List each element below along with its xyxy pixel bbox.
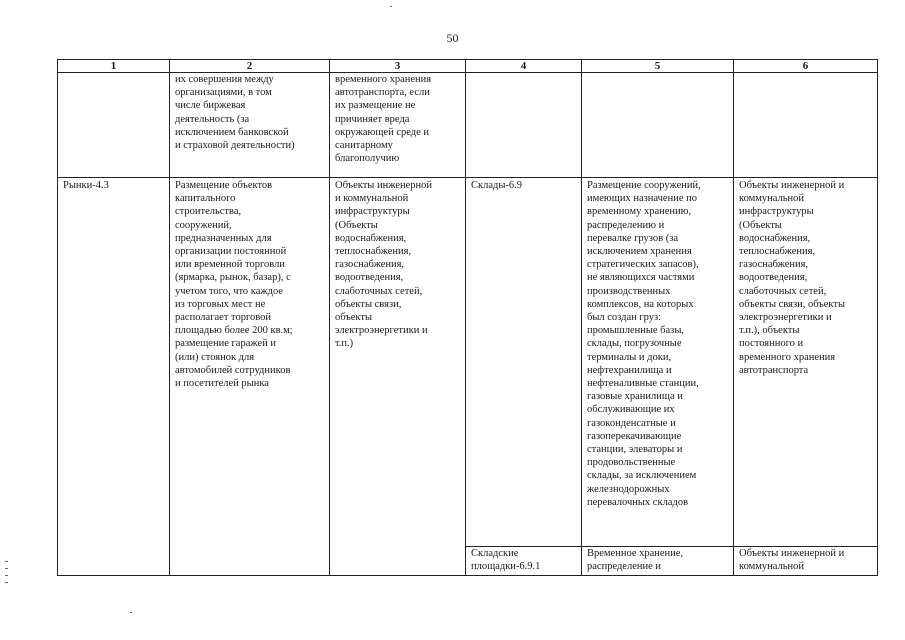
table-cell: временного хранения автотранспорта, если их размещение не причиняет вреда окружающей среде и санитарному благополучию [330,73,466,178]
column-header: 2 [170,60,330,73]
table-cell [582,73,734,178]
column-header: 6 [734,60,878,73]
table-row [58,178,878,547]
page-number: 50 [446,31,459,45]
scan-margin-mark [5,568,8,569]
column-header: 1 [58,60,170,73]
table-cell [734,73,878,178]
land-use-table [57,59,878,576]
scan-margin-mark [5,561,8,562]
scan-speck [390,6,392,7]
table-row [58,73,878,178]
scan-margin-mark [5,582,8,583]
scan-speck [130,612,132,613]
table-cell: Складские площадки-6.9.1 [466,547,582,576]
column-header: 5 [582,60,734,73]
scan-margin-mark [5,575,8,576]
table-header-row [58,60,878,73]
table-cell: Временное хранение, распределение и [582,547,734,576]
table-cell: Размещение сооружений, имеющих назначение по временному хранению, распределению и перевалке грузов (за исключением хранения стратегических запасов), не являющихся частями производственных комплексов, на которых был создан груз: промышленные базы, склады, погрузочные терминалы и доки, нефтехранилища и нефтеналивные станции, газовые хранилища и обслуживающие их газоконденсатные и газоперекачивающие станции, элеваторы и продовольственные склады, за исключением железнодорожных перевалочных складов [582,178,734,547]
table-cell [466,73,582,178]
table-cell: их совершения между организациями, в том числе биржевая деятельность (за исключением банковской и страховой деятельности) [170,73,330,178]
table-cell: Рынки-4.3 [58,178,170,576]
table-cell [58,73,170,178]
table-cell: Склады-6.9 [466,178,582,547]
table-cell: Размещение объектов капитального строительства, сооружений, предназначенных для организации постоянной или временной торговли (ярмарка, рынок, базар), с учетом того, что каждое из торговых мест не располагает торговой площадью более 200 кв.м; размещение гаражей и (или) стоянок для автомобилей сотрудников и посетителей рынка [170,178,330,576]
column-header: 3 [330,60,466,73]
table-cell: Объекты инженерной и коммунальной инфраструктуры (Объекты водоснабжения, теплоснабжения, газоснабжения, водоотведения, слаботочных сетей, объекты связи, объекты электроэнергетики и т.п.), объекты постоянного и временного хранения автотранспорта [734,178,878,547]
table-cell: Объекты инженерной и коммунальной [734,547,878,576]
column-header: 4 [466,60,582,73]
table-cell: Объекты инженерной и коммунальной инфраструктуры (Объекты водоснабжения, теплоснабжения, газоснабжения, водоотведения, слаботочных сетей, объекты связи, объекты электроэнергетики и т.п.) [330,178,466,576]
